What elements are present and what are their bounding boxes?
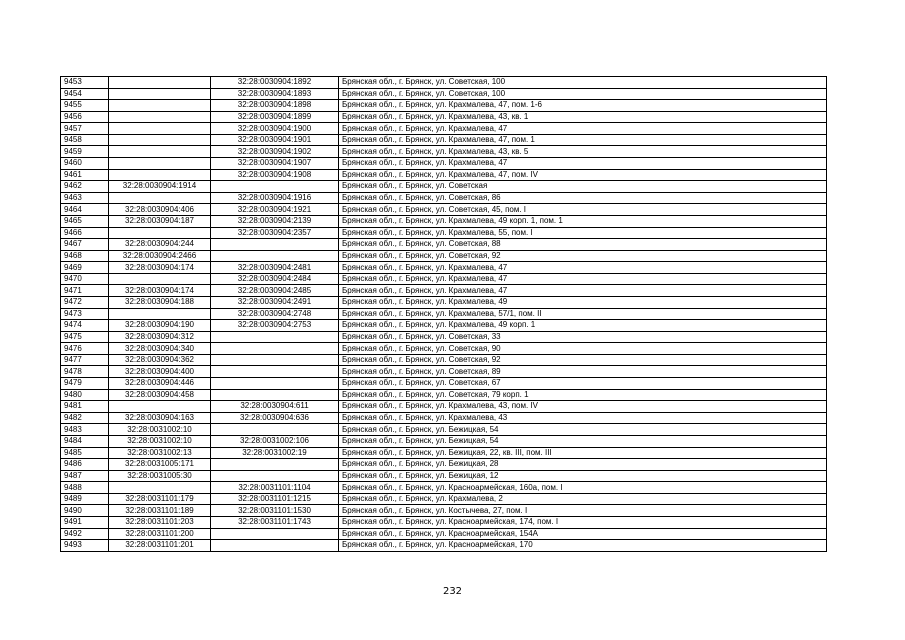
address-cell: Брянская обл., г. Брянск, ул. Советская, 89 — [339, 366, 827, 378]
building-cadastral-number-cell: 32:28:0030904:611 — [211, 401, 339, 413]
building-cadastral-number-cell — [211, 343, 339, 355]
table-row — [61, 273, 827, 285]
address-cell: Брянская обл., г. Брянск, ул. Крахмалева, 43, кв. 1 — [339, 111, 827, 123]
building-cadastral-number-cell: 32:28:0030904:2485 — [211, 285, 339, 297]
building-cadastral-number-cell — [211, 528, 339, 540]
land-cadastral-number-cell: 32:28:0030904:174 — [109, 285, 211, 297]
row-number-cell: 9466 — [61, 227, 109, 239]
table-row — [61, 88, 827, 100]
building-cadastral-number-cell — [211, 459, 339, 471]
building-cadastral-number-cell — [211, 470, 339, 482]
table-row — [61, 123, 827, 135]
table-row — [61, 158, 827, 170]
row-number-cell: 9482 — [61, 412, 109, 424]
building-cadastral-number-cell — [211, 378, 339, 390]
table-row — [61, 528, 827, 540]
row-number-cell: 9475 — [61, 331, 109, 343]
building-cadastral-number-cell: 32:28:0030904:1902 — [211, 146, 339, 158]
building-cadastral-number-cell — [211, 181, 339, 193]
land-cadastral-number-cell: 32:28:0030904:174 — [109, 262, 211, 274]
table-row — [61, 204, 827, 216]
table-row — [61, 331, 827, 343]
address-cell: Брянская обл., г. Брянск, ул. Бежицкая, 22, кв. III, пом. III — [339, 447, 827, 459]
address-cell: Брянская обл., г. Брянск, ул. Советская, 90 — [339, 343, 827, 355]
row-number-cell: 9476 — [61, 343, 109, 355]
address-cell: Брянская обл., г. Брянск, ул. Бежицкая, 54 — [339, 435, 827, 447]
building-cadastral-number-cell: 32:28:0030904:2491 — [211, 296, 339, 308]
address-cell: Брянская обл., г. Брянск, ул. Советская, 33 — [339, 331, 827, 343]
building-cadastral-number-cell: 32:28:0030904:1916 — [211, 192, 339, 204]
building-cadastral-number-cell: 32:28:0030904:636 — [211, 412, 339, 424]
table-row — [61, 215, 827, 227]
row-number-cell: 9491 — [61, 516, 109, 528]
table-row — [61, 378, 827, 390]
land-cadastral-number-cell: 32:28:0030904:1914 — [109, 181, 211, 193]
address-cell: Брянская обл., г. Брянск, ул. Советская, 92 — [339, 354, 827, 366]
row-number-cell: 9471 — [61, 285, 109, 297]
table-row — [61, 343, 827, 355]
table-body — [61, 77, 827, 552]
building-cadastral-number-cell — [211, 389, 339, 401]
land-cadastral-number-cell: 32:28:0030904:163 — [109, 412, 211, 424]
land-cadastral-number-cell: 32:28:0031002:10 — [109, 424, 211, 436]
address-cell: Брянская обл., г. Брянск, ул. Крахмалева, 47 — [339, 123, 827, 135]
building-cadastral-number-cell: 32:28:0030904:1899 — [211, 111, 339, 123]
row-number-cell: 9464 — [61, 204, 109, 216]
table-row — [61, 354, 827, 366]
row-number-cell: 9483 — [61, 424, 109, 436]
address-cell: Брянская обл., г. Брянск, ул. Крахмалева, 55, пом. I — [339, 227, 827, 239]
address-cell: Брянская обл., г. Брянск, ул. Советская — [339, 181, 827, 193]
row-number-cell: 9462 — [61, 181, 109, 193]
address-cell: Брянская обл., г. Брянск, ул. Советская, 92 — [339, 250, 827, 262]
row-number-cell: 9463 — [61, 192, 109, 204]
land-cadastral-number-cell: 32:28:0030904:187 — [109, 215, 211, 227]
land-cadastral-number-cell — [109, 227, 211, 239]
table-row — [61, 111, 827, 123]
building-cadastral-number-cell: 32:28:0030904:2139 — [211, 215, 339, 227]
row-number-cell: 9456 — [61, 111, 109, 123]
table-row — [61, 262, 827, 274]
table-row — [61, 320, 827, 332]
row-number-cell: 9484 — [61, 435, 109, 447]
land-cadastral-number-cell: 32:28:0031101:189 — [109, 505, 211, 517]
address-cell: Брянская обл., г. Брянск, ул. Крахмалева, 49 — [339, 296, 827, 308]
land-cadastral-number-cell: 32:28:0031101:201 — [109, 540, 211, 552]
row-number-cell: 9459 — [61, 146, 109, 158]
address-cell: Брянская обл., г. Брянск, ул. Крахмалева, 47 — [339, 285, 827, 297]
building-cadastral-number-cell: 32:28:0030904:2753 — [211, 320, 339, 332]
address-cell: Брянская обл., г. Брянск, ул. Крахмалева, 43, пом. IV — [339, 401, 827, 413]
row-number-cell: 9465 — [61, 215, 109, 227]
building-cadastral-number-cell — [211, 540, 339, 552]
address-cell: Брянская обл., г. Брянск, ул. Советская, 67 — [339, 378, 827, 390]
row-number-cell: 9486 — [61, 459, 109, 471]
land-cadastral-number-cell: 32:28:0030904:188 — [109, 296, 211, 308]
address-cell: Брянская обл., г. Брянск, ул. Крахмалева, 47, пом. IV — [339, 169, 827, 181]
land-cadastral-number-cell: 32:28:0031005:171 — [109, 459, 211, 471]
land-cadastral-number-cell: 32:28:0030904:340 — [109, 343, 211, 355]
table-row — [61, 296, 827, 308]
row-number-cell: 9489 — [61, 493, 109, 505]
table-row — [61, 239, 827, 251]
land-cadastral-number-cell — [109, 192, 211, 204]
land-cadastral-number-cell — [109, 134, 211, 146]
row-number-cell: 9467 — [61, 239, 109, 251]
building-cadastral-number-cell: 32:28:0030904:2484 — [211, 273, 339, 285]
address-cell: Брянская обл., г. Брянск, ул. Советская, 79 корп. 1 — [339, 389, 827, 401]
row-number-cell: 9454 — [61, 88, 109, 100]
row-number-cell: 9487 — [61, 470, 109, 482]
row-number-cell: 9492 — [61, 528, 109, 540]
building-cadastral-number-cell: 32:28:0030904:1921 — [211, 204, 339, 216]
row-number-cell: 9455 — [61, 100, 109, 112]
building-cadastral-number-cell — [211, 331, 339, 343]
address-cell: Брянская обл., г. Брянск, ул. Советская, 100 — [339, 77, 827, 89]
table-row — [61, 134, 827, 146]
address-cell: Брянская обл., г. Брянск, ул. Бежицкая, 12 — [339, 470, 827, 482]
building-cadastral-number-cell — [211, 354, 339, 366]
table-row — [61, 435, 827, 447]
land-cadastral-number-cell — [109, 482, 211, 494]
land-cadastral-number-cell — [109, 88, 211, 100]
table-row — [61, 412, 827, 424]
land-cadastral-number-cell: 32:28:0031005:30 — [109, 470, 211, 482]
building-cadastral-number-cell: 32:28:0031101:1530 — [211, 505, 339, 517]
table-row — [61, 424, 827, 436]
land-cadastral-number-cell — [109, 100, 211, 112]
table-row — [61, 100, 827, 112]
land-cadastral-number-cell: 32:28:0030904:446 — [109, 378, 211, 390]
address-cell: Брянская обл., г. Брянск, ул. Советская, 86 — [339, 192, 827, 204]
address-cell: Брянская обл., г. Брянск, ул. Красноармейская, 174, пом. I — [339, 516, 827, 528]
address-cell: Брянская обл., г. Брянск, ул. Костычева, 27, пом. I — [339, 505, 827, 517]
address-cell: Брянская обл., г. Брянск, ул. Крахмалева, 47 — [339, 273, 827, 285]
land-cadastral-number-cell: 32:28:0030904:190 — [109, 320, 211, 332]
building-cadastral-number-cell: 32:28:0031002:19 — [211, 447, 339, 459]
building-cadastral-number-cell: 32:28:0030904:2748 — [211, 308, 339, 320]
table-row — [61, 389, 827, 401]
building-cadastral-number-cell: 32:28:0030904:1908 — [211, 169, 339, 181]
address-cell: Брянская обл., г. Брянск, ул. Крахмалева, 47, пом. 1 — [339, 134, 827, 146]
address-cell: Брянская обл., г. Брянск, ул. Крахмалева, 49 корп. 1 — [339, 320, 827, 332]
row-number-cell: 9481 — [61, 401, 109, 413]
row-number-cell: 9490 — [61, 505, 109, 517]
row-number-cell: 9453 — [61, 77, 109, 89]
address-cell: Брянская обл., г. Брянск, ул. Бежицкая, 54 — [339, 424, 827, 436]
table-row — [61, 447, 827, 459]
row-number-cell: 9493 — [61, 540, 109, 552]
land-cadastral-number-cell: 32:28:0031101:200 — [109, 528, 211, 540]
land-cadastral-number-cell: 32:28:0030904:244 — [109, 239, 211, 251]
land-cadastral-number-cell: 32:28:0030904:362 — [109, 354, 211, 366]
table-row — [61, 250, 827, 262]
table-row — [61, 482, 827, 494]
land-cadastral-number-cell — [109, 77, 211, 89]
building-cadastral-number-cell: 32:28:0030904:1900 — [211, 123, 339, 135]
building-cadastral-number-cell — [211, 424, 339, 436]
land-cadastral-number-cell — [109, 401, 211, 413]
row-number-cell: 9480 — [61, 389, 109, 401]
land-cadastral-number-cell: 32:28:0030904:400 — [109, 366, 211, 378]
table-row — [61, 77, 827, 89]
table-row — [61, 459, 827, 471]
building-cadastral-number-cell: 32:28:0031101:1215 — [211, 493, 339, 505]
land-cadastral-number-cell — [109, 146, 211, 158]
table-row — [61, 470, 827, 482]
building-cadastral-number-cell: 32:28:0030904:1901 — [211, 134, 339, 146]
address-cell: Брянская обл., г. Брянск, ул. Крахмалева, 57/1, пом. II — [339, 308, 827, 320]
address-cell: Брянская обл., г. Брянск, ул. Крахмалева, 43 — [339, 412, 827, 424]
land-cadastral-number-cell — [109, 273, 211, 285]
row-number-cell: 9478 — [61, 366, 109, 378]
table-row — [61, 192, 827, 204]
land-cadastral-number-cell: 32:28:0031101:179 — [109, 493, 211, 505]
table-row — [61, 181, 827, 193]
building-cadastral-number-cell: 32:28:0030904:1893 — [211, 88, 339, 100]
land-cadastral-number-cell — [109, 308, 211, 320]
row-number-cell: 9479 — [61, 378, 109, 390]
row-number-cell: 9460 — [61, 158, 109, 170]
building-cadastral-number-cell: 32:28:0030904:1907 — [211, 158, 339, 170]
address-cell: Брянская обл., г. Брянск, ул. Крахмалева, 43, кв. 5 — [339, 146, 827, 158]
row-number-cell: 9485 — [61, 447, 109, 459]
building-cadastral-number-cell — [211, 239, 339, 251]
row-number-cell: 9461 — [61, 169, 109, 181]
address-cell: Брянская обл., г. Брянск, ул. Крахмалева, 2 — [339, 493, 827, 505]
page-number: 232 — [442, 586, 463, 597]
table-row — [61, 505, 827, 517]
address-cell: Брянская обл., г. Брянск, ул. Крахмалева, 47 — [339, 262, 827, 274]
table-row — [61, 308, 827, 320]
address-cell: Брянская обл., г. Брянск, ул. Крахмалева, 47 — [339, 158, 827, 170]
building-cadastral-number-cell: 32:28:0031101:1743 — [211, 516, 339, 528]
land-cadastral-number-cell: 32:28:0031002:13 — [109, 447, 211, 459]
row-number-cell: 9488 — [61, 482, 109, 494]
table-row — [61, 401, 827, 413]
row-number-cell: 9473 — [61, 308, 109, 320]
table-row — [61, 146, 827, 158]
table-row — [61, 169, 827, 181]
building-cadastral-number-cell — [211, 366, 339, 378]
address-cell: Брянская обл., г. Брянск, ул. Красноармейская, 154А — [339, 528, 827, 540]
address-cell: Брянская обл., г. Брянск, ул. Крахмалева, 47, пом. 1-6 — [339, 100, 827, 112]
land-cadastral-number-cell — [109, 158, 211, 170]
row-number-cell: 9458 — [61, 134, 109, 146]
address-cell: Брянская обл., г. Брянск, ул. Бежицкая, 28 — [339, 459, 827, 471]
land-cadastral-number-cell: 32:28:0031002:10 — [109, 435, 211, 447]
row-number-cell: 9477 — [61, 354, 109, 366]
land-cadastral-number-cell — [109, 169, 211, 181]
building-cadastral-number-cell: 32:28:0030904:2357 — [211, 227, 339, 239]
building-cadastral-number-cell — [211, 250, 339, 262]
address-cell: Брянская обл., г. Брянск, ул. Красноармейская, 160а, пом. I — [339, 482, 827, 494]
land-cadastral-number-cell: 32:28:0030904:406 — [109, 204, 211, 216]
row-number-cell: 9457 — [61, 123, 109, 135]
table-row — [61, 540, 827, 552]
address-cell: Брянская обл., г. Брянск, ул. Советская, 88 — [339, 239, 827, 251]
land-cadastral-number-cell — [109, 111, 211, 123]
table-row — [61, 493, 827, 505]
table-row — [61, 227, 827, 239]
building-cadastral-number-cell: 32:28:0030904:2481 — [211, 262, 339, 274]
land-cadastral-number-cell: 32:28:0030904:2466 — [109, 250, 211, 262]
address-cell: Брянская обл., г. Брянск, ул. Красноармейская, 170 — [339, 540, 827, 552]
land-cadastral-number-cell: 32:28:0030904:458 — [109, 389, 211, 401]
land-cadastral-number-cell: 32:28:0030904:312 — [109, 331, 211, 343]
row-number-cell: 9472 — [61, 296, 109, 308]
row-number-cell: 9474 — [61, 320, 109, 332]
row-number-cell: 9470 — [61, 273, 109, 285]
land-cadastral-number-cell: 32:28:0031101:203 — [109, 516, 211, 528]
building-cadastral-number-cell: 32:28:0031101:1104 — [211, 482, 339, 494]
row-number-cell: 9468 — [61, 250, 109, 262]
address-cell: Брянская обл., г. Брянск, ул. Советская, 100 — [339, 88, 827, 100]
table-row — [61, 285, 827, 297]
building-cadastral-number-cell: 32:28:0030904:1892 — [211, 77, 339, 89]
table-row — [61, 516, 827, 528]
address-cell: Брянская обл., г. Брянск, ул. Крахмалева, 49 корп. 1, пом. 1 — [339, 215, 827, 227]
property-register-table — [60, 76, 827, 552]
building-cadastral-number-cell: 32:28:0030904:1898 — [211, 100, 339, 112]
table-row — [61, 366, 827, 378]
land-cadastral-number-cell — [109, 123, 211, 135]
building-cadastral-number-cell: 32:28:0031002:106 — [211, 435, 339, 447]
row-number-cell: 9469 — [61, 262, 109, 274]
address-cell: Брянская обл., г. Брянск, ул. Советская, 45, пом. I — [339, 204, 827, 216]
